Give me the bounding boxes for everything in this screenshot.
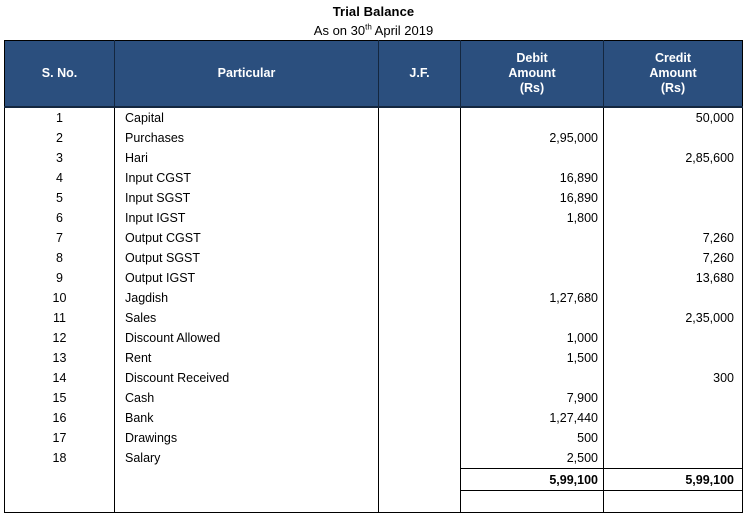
cell-credit [604,188,743,208]
table-row [5,128,743,148]
total-cell-debit: 5,99,100 [461,469,604,491]
table-row [5,388,743,408]
cell-credit [604,128,743,148]
cell-sno: 18 [5,448,115,469]
cell-sno: 7 [5,228,115,248]
cell-credit: 13,680 [695,271,734,285]
cell-particular: Discount Allowed [115,328,379,348]
cell-particular: Capital [115,107,379,128]
table-row [5,288,743,308]
title-block [0,0,747,39]
cell-sno: 4 [5,168,115,188]
table-row [5,168,743,188]
table-row [5,408,743,428]
cell-credit [604,328,743,348]
cell-credit [604,208,743,228]
table-row [5,308,743,328]
cell-particular: Purchases [115,128,379,148]
filler-cell-sno [5,496,115,513]
filler-cell-jf [379,496,461,513]
cell-particular: Input CGST [115,168,379,188]
cell-jf [379,208,461,228]
cell-debit: 16,890 [461,188,604,208]
cell-sno: 16 [5,408,115,428]
cell-credit [604,288,743,308]
cell-sno: 11 [5,308,115,328]
table-row [5,208,743,228]
column-header-debit [461,41,604,108]
cell-debit: 1,000 [461,328,604,348]
cell-sno: 8 [5,248,115,268]
table-row [5,448,743,469]
cell-debit: 1,27,680 [461,288,604,308]
cell-debit [461,248,604,268]
filler-cell-credit [604,496,743,513]
cell-debit [461,268,604,288]
cell-credit [604,448,743,469]
cell-debit: 2,95,000 [461,128,604,148]
column-header-jf-label: J.F. [409,65,430,80]
subtitle-suffix: April 2019 [371,23,434,38]
cell-particular: Input IGST [115,208,379,228]
cell-jf [379,388,461,408]
filler-cell-debit [461,496,604,513]
cell-jf [379,188,461,208]
column-header-credit-line2: Amount [649,65,697,80]
column-header-jf [379,41,461,108]
cell-particular: Cash [115,388,379,408]
table-row [5,107,743,128]
cell-jf [379,148,461,168]
subtitle-ordinal: th [365,22,372,32]
column-header-credit-line3: (Rs) [660,80,686,95]
cell-particular: Output CGST [115,228,379,248]
cell-debit: 7,900 [461,388,604,408]
column-header-debit-line2: Amount [508,65,556,80]
cell-particular: Rent [115,348,379,368]
cell-credit: 300 [713,371,734,385]
cell-sno: 13 [5,348,115,368]
cell-credit: 7,260 [702,231,734,245]
cell-particular: Discount Received [115,368,379,388]
cell-sno: 12 [5,328,115,348]
cell-jf [379,348,461,368]
cell-particular: Sales [115,308,379,328]
cell-jf [379,408,461,428]
column-header-credit [604,41,743,108]
cell-particular: Output SGST [115,248,379,268]
cell-sno: 1 [5,107,115,128]
cell-jf [379,128,461,148]
table-row [5,228,743,248]
cell-debit: 1,800 [461,208,604,228]
table-row [5,348,743,368]
cell-sno: 3 [5,148,115,168]
table-header [5,41,743,108]
cell-jf [379,308,461,328]
cell-jf [379,368,461,388]
table-row [5,328,743,348]
cell-sno: 5 [5,188,115,208]
table-row [5,188,743,208]
cell-jf [379,428,461,448]
column-header-credit-line1: Credit [654,50,692,65]
page-title: Trial Balance [332,4,415,19]
cell-debit: 1,500 [461,348,604,368]
table-total-row [5,469,743,491]
column-header-particular-label: Particular [217,65,276,80]
cell-particular: Bank [115,408,379,428]
cell-debit: 2,500 [461,448,604,469]
cell-jf [379,328,461,348]
cell-sno: 17 [5,428,115,448]
cell-credit [604,428,743,448]
total-cell-credit: 5,99,100 [604,469,743,491]
table-filler-row [5,496,743,513]
table-row [5,268,743,288]
table-header-row [5,41,743,108]
cell-debit: 500 [461,428,604,448]
total-cell-sno [5,469,115,491]
cell-particular: Salary [115,448,379,469]
column-header-debit-line3: (Rs) [519,80,545,95]
cell-particular: Hari [115,148,379,168]
page-subtitle [0,22,747,39]
cell-debit [461,368,604,388]
cell-particular: Jagdish [115,288,379,308]
cell-sno: 2 [5,128,115,148]
trial-balance-table [4,40,743,513]
table-body [5,107,743,513]
cell-credit [604,348,743,368]
cell-sno: 14 [5,368,115,388]
total-cell-jf [379,469,461,491]
cell-sno: 6 [5,208,115,228]
total-cell-particular [115,469,379,491]
table-row [5,428,743,448]
cell-debit [461,148,604,168]
cell-sno: 15 [5,388,115,408]
cell-credit: 50,000 [695,111,734,125]
column-header-sno [5,41,115,108]
table-row [5,148,743,168]
filler-cell-particular [115,496,379,513]
table-row [5,368,743,388]
cell-jf [379,288,461,308]
cell-particular: Drawings [115,428,379,448]
cell-jf [379,268,461,288]
cell-jf [379,248,461,268]
cell-credit [604,408,743,428]
cell-jf [379,228,461,248]
cell-jf [379,168,461,188]
cell-credit: 7,260 [702,251,734,265]
column-header-debit-line1: Debit [516,50,548,65]
cell-particular: Output IGST [115,268,379,288]
trial-balance-table-wrap [4,40,742,513]
cell-credit: 2,85,600 [685,151,734,165]
column-header-sno-label: S. No. [41,65,78,80]
cell-debit: 1,27,440 [461,408,604,428]
cell-credit [604,168,743,188]
cell-credit: 2,35,000 [685,311,734,325]
table-row [5,248,743,268]
column-header-particular [115,41,379,108]
cell-credit [604,388,743,408]
cell-sno: 9 [5,268,115,288]
cell-debit [461,308,604,328]
cell-jf [379,107,461,128]
cell-sno: 10 [5,288,115,308]
cell-jf [379,448,461,469]
cell-debit: 16,890 [461,168,604,188]
cell-particular: Input SGST [115,188,379,208]
cell-debit [461,107,604,128]
cell-debit [461,228,604,248]
subtitle-prefix: As on 30 [313,23,366,38]
